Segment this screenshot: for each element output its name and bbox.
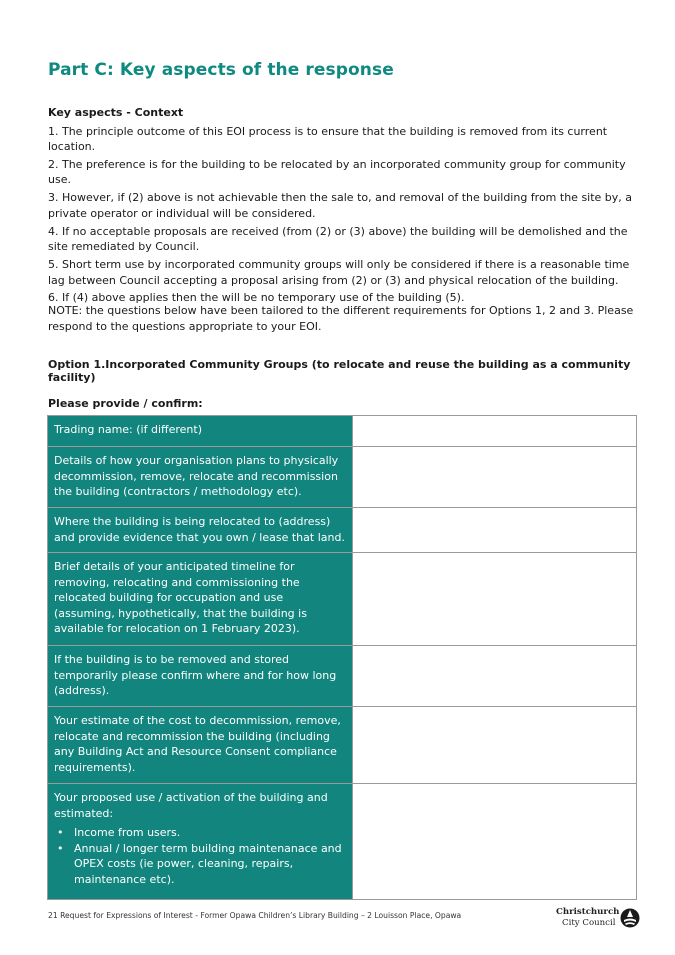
context-heading: Key aspects - Context [48, 106, 184, 119]
question-cell: Trading name: (if different) [48, 416, 353, 447]
question-cell: Details of how your organisation plans to physically decommission, remove, relocate and recommission the building (contractors / methodology etc). [48, 447, 353, 508]
context-item: 6. If (4) above applies then the will be no temporary use of the building (5). [48, 291, 465, 305]
table-row [48, 646, 637, 707]
list-item-text: Annual / longer term building maintenanace and OPEX costs (ie power, cleaning, repairs, maintenance etc). [74, 841, 342, 886]
answer-cell[interactable] [353, 553, 637, 646]
table-row [48, 508, 637, 553]
bullet-icon: • [57, 841, 64, 855]
question-cell: If the building is to be removed and stored temporarily please confirm where and for how long (address). [48, 646, 353, 707]
page-title: Part C: Key aspects of the response [48, 60, 394, 80]
table-row [48, 416, 637, 447]
answer-cell[interactable] [353, 508, 637, 553]
page-footer: 21 Request for Expressions of Interest - Former Opawa Children’s Library Building – 2 Louisson Place, Opawa [48, 911, 462, 920]
question-cell: Your estimate of the cost to decommission, remove, relocate and recommission the building (including any Building Act and Resource Consent compliance requirements). [48, 707, 353, 784]
list-item [57, 841, 346, 888]
table-row [48, 553, 637, 646]
option-heading: Option 1.Incorporated Community Groups (to relocate and reuse the building as a community facility) [48, 358, 631, 384]
logo-line-1: Christchurch [556, 907, 620, 917]
question-text: Your proposed use / activation of the building and estimated: [54, 791, 328, 820]
context-section [48, 105, 648, 308]
question-cell: Where the building is being relocated to (address) and provide evidence that you own / lease that land. [48, 508, 353, 553]
question-cell [48, 784, 353, 900]
question-cell: Brief details of your anticipated timeline for removing, relocating and commissioning the relocated building for occupation and use (assuming, hypothetically, that the building is available for relocation on 1 February 2023). [48, 553, 353, 646]
list-item-text: Income from users. [74, 826, 181, 840]
context-item: 1. The principle outcome of this EOI process is to ensure that the building is removed from its current location. [48, 124, 608, 153]
answer-cell[interactable] [353, 646, 637, 707]
context-item: 5. Short term use by incorporated community groups will only be considered if there is a reasonable time lag between Council accepting a proposal arising from (2) or (3) and physical relocation of the building. [48, 258, 630, 287]
response-form-table [47, 415, 637, 900]
context-item: 2. The preference is for the building to be relocated by an incorporated community group for community use. [48, 157, 626, 187]
answer-cell[interactable] [353, 784, 637, 900]
answer-cell[interactable] [353, 707, 637, 784]
note-paragraph: NOTE: the questions below have been tailored to the different requirements for Options 1, 2 and 3. Please respond to the questions appropriate to your EOI. [48, 304, 634, 333]
council-logo [556, 906, 642, 930]
list-item [57, 825, 346, 841]
logo-line-2: City Council [562, 918, 616, 928]
provide-heading: Please provide / confirm: [48, 397, 203, 410]
council-emblem-icon [620, 908, 640, 928]
table-row [48, 784, 637, 900]
bullet-list [54, 825, 346, 887]
table-row [48, 707, 637, 784]
context-item: 4. If no acceptable proposals are received (from (2) or (3) above) the building will be demolished and the site remediated by Council. [48, 224, 628, 254]
answer-cell[interactable] [353, 447, 637, 508]
table-row [48, 447, 637, 508]
answer-cell[interactable] [353, 416, 637, 447]
bullet-icon: • [57, 826, 64, 840]
context-item: 3. However, if (2) above is not achievable then the sale to, and removal of the building from the site by, a private operator or individual will be considered. [48, 191, 633, 220]
